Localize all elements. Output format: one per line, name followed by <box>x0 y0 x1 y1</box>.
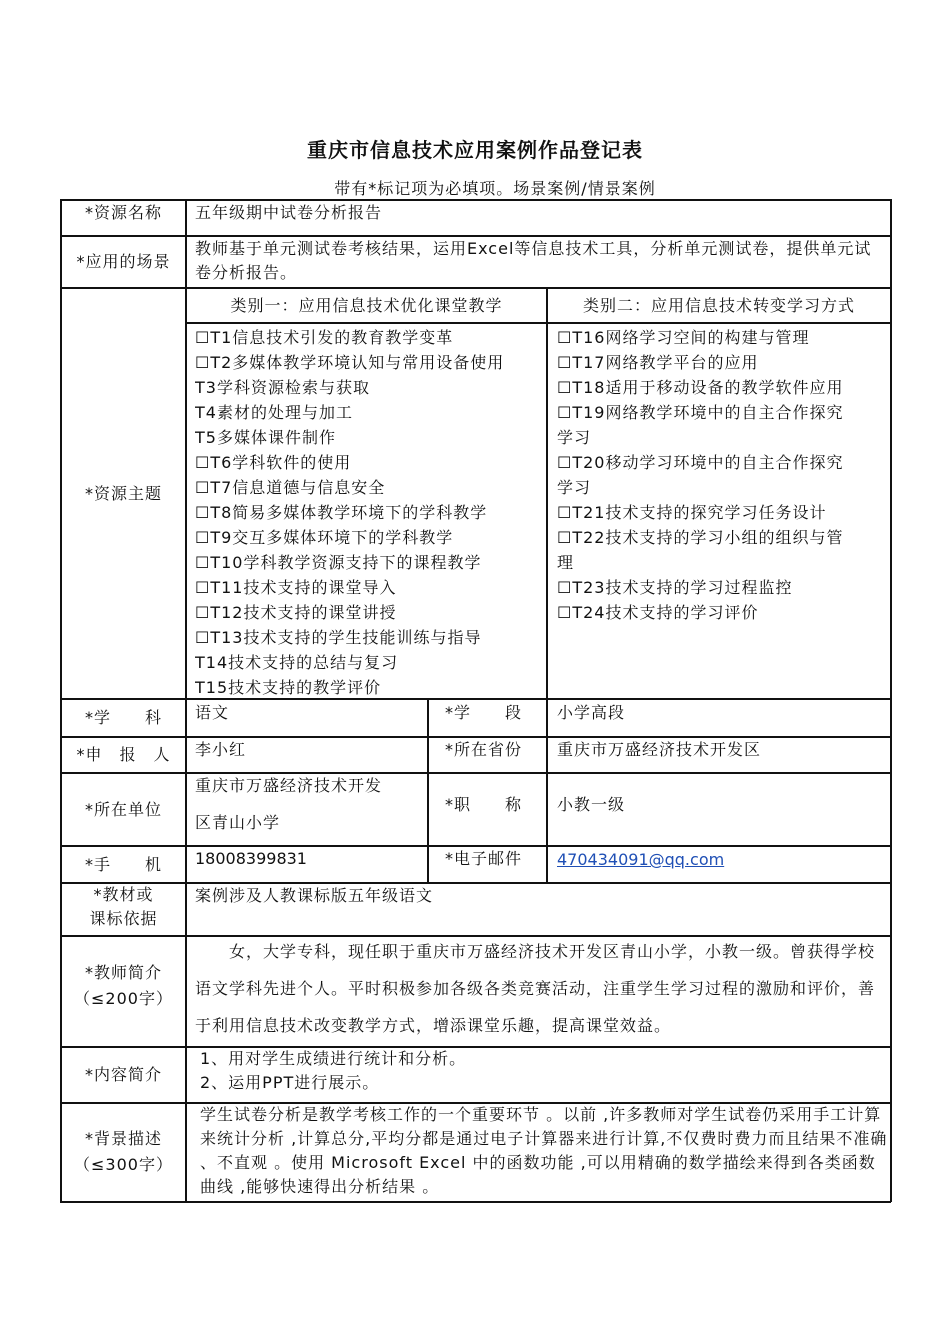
content-label: *内容简介 <box>84 1065 162 1084</box>
phone-label: *手 机 <box>84 854 162 874</box>
theme-option[interactable]: ☐T7信息道德与信息安全 <box>195 478 386 497</box>
content-line-2: 2、运用PPT进行展示。 <box>200 1073 380 1092</box>
theme-option[interactable]: ☐T20移动学习环境中的自主合作探究 <box>557 453 844 472</box>
category-divider <box>546 287 548 699</box>
theme-option: 理 <box>557 553 575 572</box>
content-value <box>200 1047 880 1101</box>
label-column-divider <box>185 199 187 1202</box>
theme-option[interactable]: ☐T18适用于移动设备的教学软件应用 <box>557 378 844 397</box>
theme-option[interactable]: ☐T8简易多媒体教学环境下的学科教学 <box>195 503 488 522</box>
unit-value-line2: 区青山小学 <box>195 813 281 832</box>
theme-option[interactable]: ☐T6学科软件的使用 <box>195 453 352 472</box>
email-label: *电子邮件 <box>445 849 523 868</box>
textbook-value: 案例涉及人教课标版五年级语文 <box>195 886 434 905</box>
theme-option[interactable]: ☐T13技术支持的学生技能训练与指导 <box>195 628 482 647</box>
teacher-label <box>62 960 185 1020</box>
category-two-list <box>557 325 889 697</box>
subject-label: *学 科 <box>84 708 162 727</box>
theme-option: 学习 <box>557 478 592 497</box>
applicant-value: 李小红 <box>195 740 247 759</box>
background-label-line2: （≤300字） <box>74 1155 173 1174</box>
theme-option: T14技术支持的总结与复习 <box>195 653 399 672</box>
theme-option[interactable]: ☐T12技术支持的课堂讲授 <box>195 603 397 622</box>
col-divider <box>546 698 548 883</box>
background-value: 学生试卷分析是教学考核工作的一个重要环节 。以前 ,许多教师对学生试卷仍采用手工计算来统计分析 ,计算总分,平均分都是通过电子计算器来进行计算,不仅费时费力而且结果不准确 、不直观 。使用 Microsoft Excel 中的函数功能 ,可以用精确的数学描绘来得到各类函数曲线 ,能够快速得出分析结果 。 <box>200 1105 888 1196</box>
page-subtitle: 带有*标记项为必填项。场景案例/情景案例 <box>334 179 656 198</box>
resource-name-label: *资源名称 <box>84 202 162 222</box>
theme-option: 学习 <box>557 428 592 447</box>
col-divider <box>427 698 429 883</box>
unit-label: *所在单位 <box>84 799 162 819</box>
applicant-label: *申 报 人 <box>76 745 171 764</box>
theme-option[interactable]: ☐T10学科教学资源支持下的课程教学 <box>195 553 482 572</box>
category-two-header: 类别二：应用信息技术转变学习方式 <box>582 295 855 315</box>
stage-label: *学 段 <box>445 703 523 722</box>
title-label: *职 称 <box>445 795 523 814</box>
table-border-right <box>890 199 892 1202</box>
content-line-1: 1、用对学生成绩进行统计和分析。 <box>200 1049 467 1068</box>
theme-option: T3学科资源检索与获取 <box>195 378 370 397</box>
theme-option[interactable]: ☐T21技术支持的探究学习任务设计 <box>557 503 827 522</box>
row-divider <box>185 322 891 324</box>
title-value: 小教一级 <box>557 795 626 814</box>
theme-option[interactable]: ☐T17网络教学平台的应用 <box>557 353 759 372</box>
teacher-label-line2: （≤200字） <box>74 989 173 1008</box>
stage-value: 小学高段 <box>557 703 626 722</box>
resource-name-value: 五年级期中试卷分析报告 <box>195 203 383 222</box>
background-label <box>62 1126 185 1178</box>
category-one-header: 类别一：应用信息技术优化课堂教学 <box>230 295 503 315</box>
province-value: 重庆市万盛经济技术开发区 <box>557 740 762 759</box>
subject-value: 语文 <box>195 703 230 722</box>
theme-label: *资源主题 <box>84 483 162 503</box>
theme-option[interactable]: ☐T23技术支持的学习过程监控 <box>557 578 793 597</box>
scenario-label: *应用的场景 <box>76 252 171 271</box>
theme-option[interactable]: ☐T11技术支持的课堂导入 <box>195 578 397 597</box>
theme-option[interactable]: ☐T9交互多媒体环境下的学科教学 <box>195 528 454 547</box>
theme-option: T15技术支持的教学评价 <box>195 678 382 697</box>
page-title: 重庆市信息技术应用案例作品登记表 <box>307 138 643 162</box>
theme-option[interactable]: ☐T1信息技术引发的教育教学变革 <box>195 328 454 347</box>
email-link[interactable]: 470434091@qq.com <box>557 850 725 869</box>
theme-option[interactable]: ☐T19网络教学环境中的自主合作探究 <box>557 403 844 422</box>
textbook-label <box>62 883 185 935</box>
theme-option[interactable]: ☐T16网络学习空间的构建与管理 <box>557 328 810 347</box>
theme-option: T4素材的处理与加工 <box>195 403 353 422</box>
theme-option: T5多媒体课件制作 <box>195 428 336 447</box>
background-label-line1: *背景描述 <box>84 1129 162 1148</box>
scenario-value: 教师基于单元测试卷考核结果，运用Excel等信息技术工具，分析单元测试卷，提供单元试卷分析报告。 <box>195 239 872 282</box>
textbook-label-line2: 课标依据 <box>89 909 158 928</box>
province-label: *所在省份 <box>445 740 523 759</box>
teacher-label-line1: *教师简介 <box>84 963 162 982</box>
textbook-label-line1: *教材或 <box>93 885 154 904</box>
category-one-list <box>195 325 545 697</box>
unit-value-line1: 重庆市万盛经济技术开发 <box>195 776 383 795</box>
theme-option[interactable]: ☐T2多媒体教学环境认知与常用设备使用 <box>195 353 505 372</box>
theme-option[interactable]: ☐T24技术支持的学习评价 <box>557 603 759 622</box>
phone-value: 18008399831 <box>195 849 307 868</box>
teacher-intro-value: 女，大学专科，现任职于重庆市万盛经济技术开发区青山小学，小教一级。曾获得学校语文学科先进个人。平时积极参加各级各类竞赛活动，注重学生学习过程的激励和评价，善于利用信息技术改变教学方式，增添课堂乐趣，提高课堂效益。 <box>195 942 876 1035</box>
theme-option[interactable]: ☐T22技术支持的学习小组的组织与管 <box>557 528 844 547</box>
